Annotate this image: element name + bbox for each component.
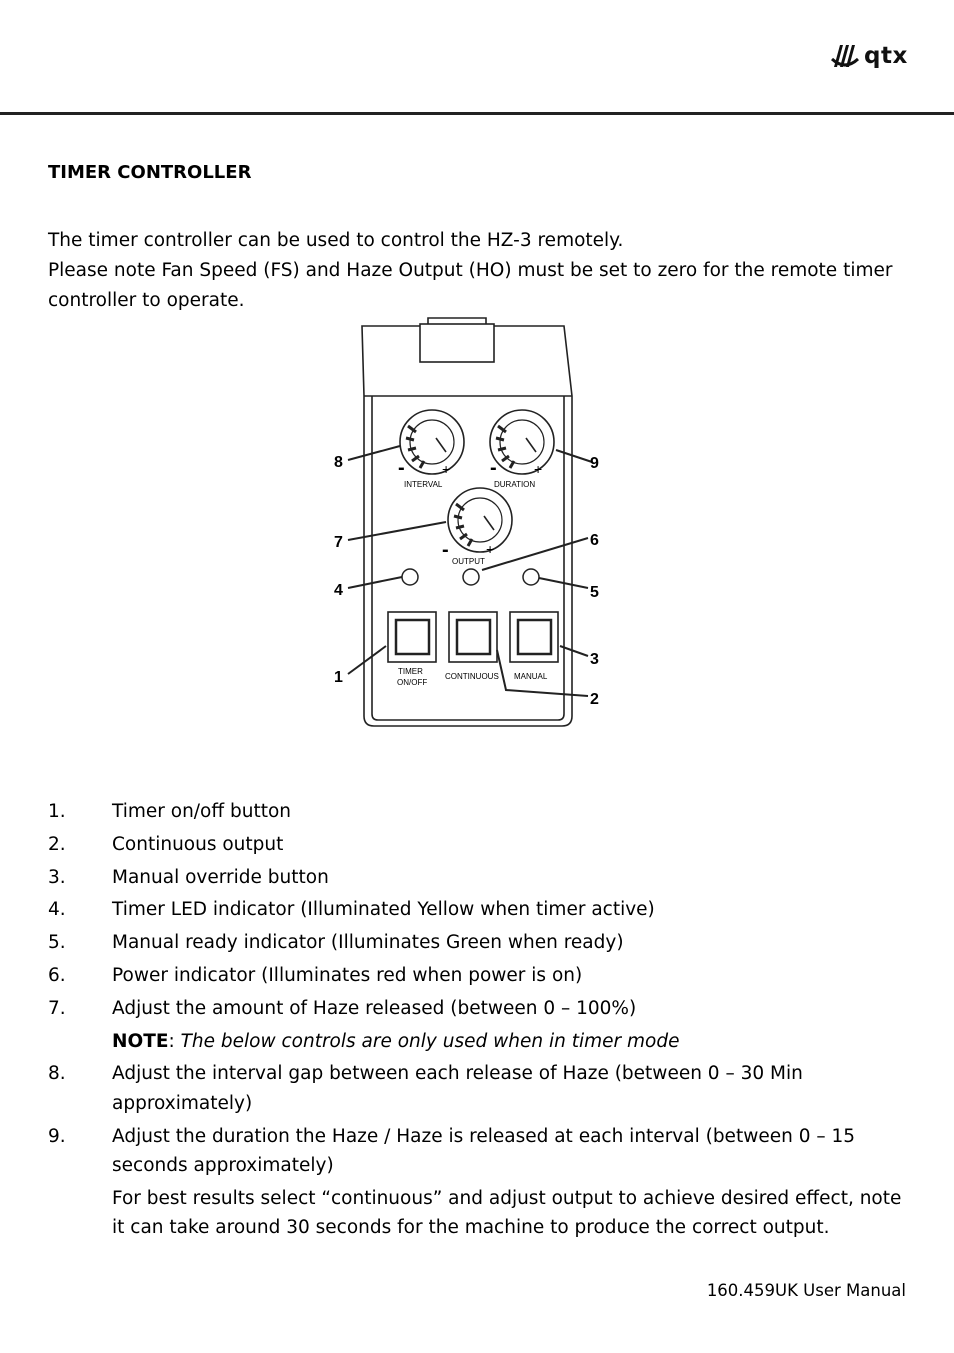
duration-minus: - — [490, 457, 497, 479]
list-item-text: Adjust the duration the Haze / Haze is released at each interval (between 0 – 15 seconds approximately) — [112, 1125, 856, 1177]
list-item-text: Continuous output — [112, 833, 284, 855]
list-item-number: 4. — [48, 899, 66, 921]
interval-minus: - — [398, 457, 405, 479]
list-item — [48, 928, 908, 958]
callout-1: 1 — [334, 669, 343, 686]
list-item — [48, 863, 908, 893]
intro-text — [48, 226, 908, 316]
list-item — [48, 1059, 908, 1118]
interval-label: INTERVAL — [404, 480, 443, 489]
interval-knob — [400, 410, 464, 474]
callout-3: 3 — [590, 651, 599, 668]
list-item — [48, 1122, 908, 1181]
list-item — [48, 797, 908, 827]
output-plus: + — [486, 541, 495, 557]
list-item-number: 2. — [48, 833, 66, 855]
continuous-button — [449, 612, 497, 662]
duration-knob — [490, 410, 554, 474]
manual-button-label: MANUAL — [514, 672, 548, 681]
list-item-number: 7. — [48, 997, 66, 1019]
callout-2: 2 — [590, 691, 599, 708]
callout-6: 6 — [590, 532, 599, 549]
manual-ready-led — [523, 569, 539, 585]
timer-mode-note — [112, 1027, 908, 1057]
list-item-number: 6. — [48, 964, 66, 986]
list-item-text: Timer LED indicator (Illuminated Yellow when timer active) — [112, 899, 655, 921]
section-title: TIMER CONTROLLER — [48, 162, 252, 183]
output-label: OUTPUT — [452, 557, 485, 566]
duration-plus: + — [534, 461, 543, 477]
list-item-text: Timer on/off button — [112, 801, 292, 822]
parts-list — [48, 797, 908, 1243]
callout-8: 8 — [334, 454, 343, 471]
intro-line-2: Please note Fan Speed (FS) and Haze Output (HO) must be set to zero for the remote timer controller to operate. — [48, 260, 893, 311]
list-item-number: 5. — [48, 932, 66, 954]
timer-button-label-1: TIMER — [398, 667, 423, 676]
list-item-text: Manual ready indicator (Illuminates Green when ready) — [112, 932, 624, 954]
manual-button — [510, 612, 558, 662]
output-minus: - — [442, 539, 449, 561]
note-separator: : — [168, 1030, 181, 1052]
timer-controller-diagram — [320, 316, 620, 736]
page-header — [0, 0, 954, 116]
brand-name: qtx — [864, 43, 908, 69]
closing-paragraph: For best results select “continuous” and adjust output to achieve desired effect, note it can take around 30 seconds for the machine to produce the correct output. — [112, 1187, 902, 1239]
list-item-text: Power indicator (Illuminates red when power is on) — [112, 964, 583, 986]
list-item-text: Adjust the amount of Haze released (between 0 – 100%) — [112, 997, 637, 1019]
list-item — [48, 994, 908, 1024]
timer-button-label-2: ON/OFF — [397, 678, 428, 687]
callout-4: 4 — [334, 582, 343, 599]
note-text: The below controls are only used when in timer mode — [180, 1030, 680, 1052]
intro-line-1: The timer controller can be used to control the HZ-3 remotely. — [48, 230, 624, 251]
timer-led — [402, 569, 418, 585]
list-item-number: 9. — [48, 1125, 66, 1147]
list-item — [48, 961, 908, 991]
header-rule — [0, 112, 954, 115]
list-item-number: 8. — [48, 1063, 66, 1085]
callout-7: 7 — [334, 534, 343, 551]
page-footer: 160.459UK User Manual — [706, 1281, 906, 1300]
list-item-text: Adjust the interval gap between each release of Haze (between 0 – 30 Min approximately) — [112, 1063, 803, 1114]
continuous-button-label: CONTINUOUS — [445, 672, 499, 681]
brand-logo — [830, 40, 908, 72]
list-item — [48, 895, 908, 925]
callout-9: 9 — [590, 455, 599, 472]
interval-plus: + — [442, 461, 451, 477]
callout-5: 5 — [590, 584, 599, 601]
power-led — [463, 569, 479, 585]
list-item-number: 3. — [48, 866, 66, 888]
note-label: NOTE — [112, 1030, 169, 1052]
timer-button — [388, 612, 436, 662]
duration-label: DURATION — [494, 480, 536, 489]
output-knob — [448, 488, 512, 552]
qtx-logo-icon — [830, 41, 860, 71]
list-item-text: Manual override button — [112, 866, 329, 888]
list-item — [48, 830, 908, 860]
list-item-number: 1. — [48, 801, 66, 822]
